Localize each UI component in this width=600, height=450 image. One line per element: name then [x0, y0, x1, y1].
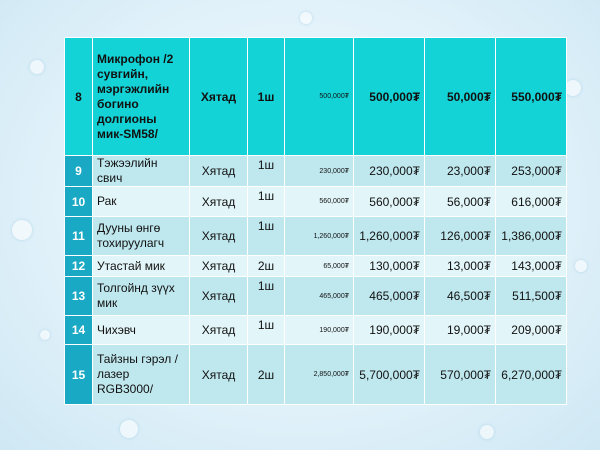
origin: Хятад: [190, 316, 248, 345]
grand-total: 511,500₮: [496, 277, 567, 316]
row-number: 11: [65, 217, 93, 256]
table-row: [65, 316, 567, 345]
grand-total: 616,000₮: [496, 187, 567, 217]
origin: Хятад: [190, 345, 248, 405]
tax: 126,000₮: [425, 217, 496, 256]
grand-total: 143,000₮: [496, 256, 567, 277]
row-number: 14: [65, 316, 93, 345]
total-price: 230,000₮: [354, 156, 425, 187]
grand-total: 6,270,000₮: [496, 345, 567, 405]
unit-price: 190,000₮: [285, 316, 354, 345]
unit-price: 500,000₮: [285, 38, 354, 156]
row-number: 10: [65, 187, 93, 217]
unit-price: 2,850,000₮: [285, 345, 354, 405]
quantity: 1ш: [248, 217, 285, 256]
item-name: Рак: [93, 187, 190, 217]
unit-price: 230,000₮: [285, 156, 354, 187]
table-row: [65, 38, 567, 156]
table-row: [65, 156, 567, 187]
table-row: [65, 277, 567, 316]
quantity: 1ш: [248, 187, 285, 217]
total-price: 1,260,000₮: [354, 217, 425, 256]
row-number: 12: [65, 256, 93, 277]
origin: Хятад: [190, 256, 248, 277]
tax: 56,000₮: [425, 187, 496, 217]
unit-price: 560,000₮: [285, 187, 354, 217]
row-number: 13: [65, 277, 93, 316]
row-number: 15: [65, 345, 93, 405]
origin: Хятад: [190, 38, 248, 156]
origin: Хятад: [190, 277, 248, 316]
row-number: 8: [65, 38, 93, 156]
quantity: 2ш: [248, 256, 285, 277]
table-row: [65, 256, 567, 277]
tax: 570,000₮: [425, 345, 496, 405]
item-name: Чихэвч: [93, 316, 190, 345]
grand-total: 550,000₮: [496, 38, 567, 156]
item-name: Микрофон /2 сувгийн, мэргэжлийн богино долгионы мик-SM58/: [93, 38, 190, 156]
origin: Хятад: [190, 156, 248, 187]
unit-price: 1,260,000₮: [285, 217, 354, 256]
quantity: 2ш: [248, 345, 285, 405]
quantity: 1ш: [248, 38, 285, 156]
tax: 19,000₮: [425, 316, 496, 345]
row-number: 9: [65, 156, 93, 187]
total-price: 190,000₮: [354, 316, 425, 345]
item-name: Утастай мик: [93, 256, 190, 277]
table-row: [65, 217, 567, 256]
quantity: 1ш: [248, 277, 285, 316]
item-name: Тэжээлийн свич: [93, 156, 190, 187]
tax: 50,000₮: [425, 38, 496, 156]
price-table: [64, 37, 567, 405]
total-price: 130,000₮: [354, 256, 425, 277]
tax: 23,000₮: [425, 156, 496, 187]
origin: Хятад: [190, 217, 248, 256]
grand-total: 209,000₮: [496, 316, 567, 345]
total-price: 5,700,000₮: [354, 345, 425, 405]
item-name: Толгойнд зүүх мик: [93, 277, 190, 316]
quantity: 1ш: [248, 316, 285, 345]
table-row: [65, 187, 567, 217]
quantity: 1ш: [248, 156, 285, 187]
tax: 46,500₮: [425, 277, 496, 316]
grand-total: 1,386,000₮: [496, 217, 567, 256]
tax: 13,000₮: [425, 256, 496, 277]
table-row: [65, 345, 567, 405]
item-name: Тайзны гэрэл /лазер RGB3000/: [93, 345, 190, 405]
unit-price: 465,000₮: [285, 277, 354, 316]
item-name: Дууны өнгө тохируулагч: [93, 217, 190, 256]
unit-price: 65,000₮: [285, 256, 354, 277]
origin: Хятад: [190, 187, 248, 217]
total-price: 500,000₮: [354, 38, 425, 156]
total-price: 560,000₮: [354, 187, 425, 217]
grand-total: 253,000₮: [496, 156, 567, 187]
total-price: 465,000₮: [354, 277, 425, 316]
